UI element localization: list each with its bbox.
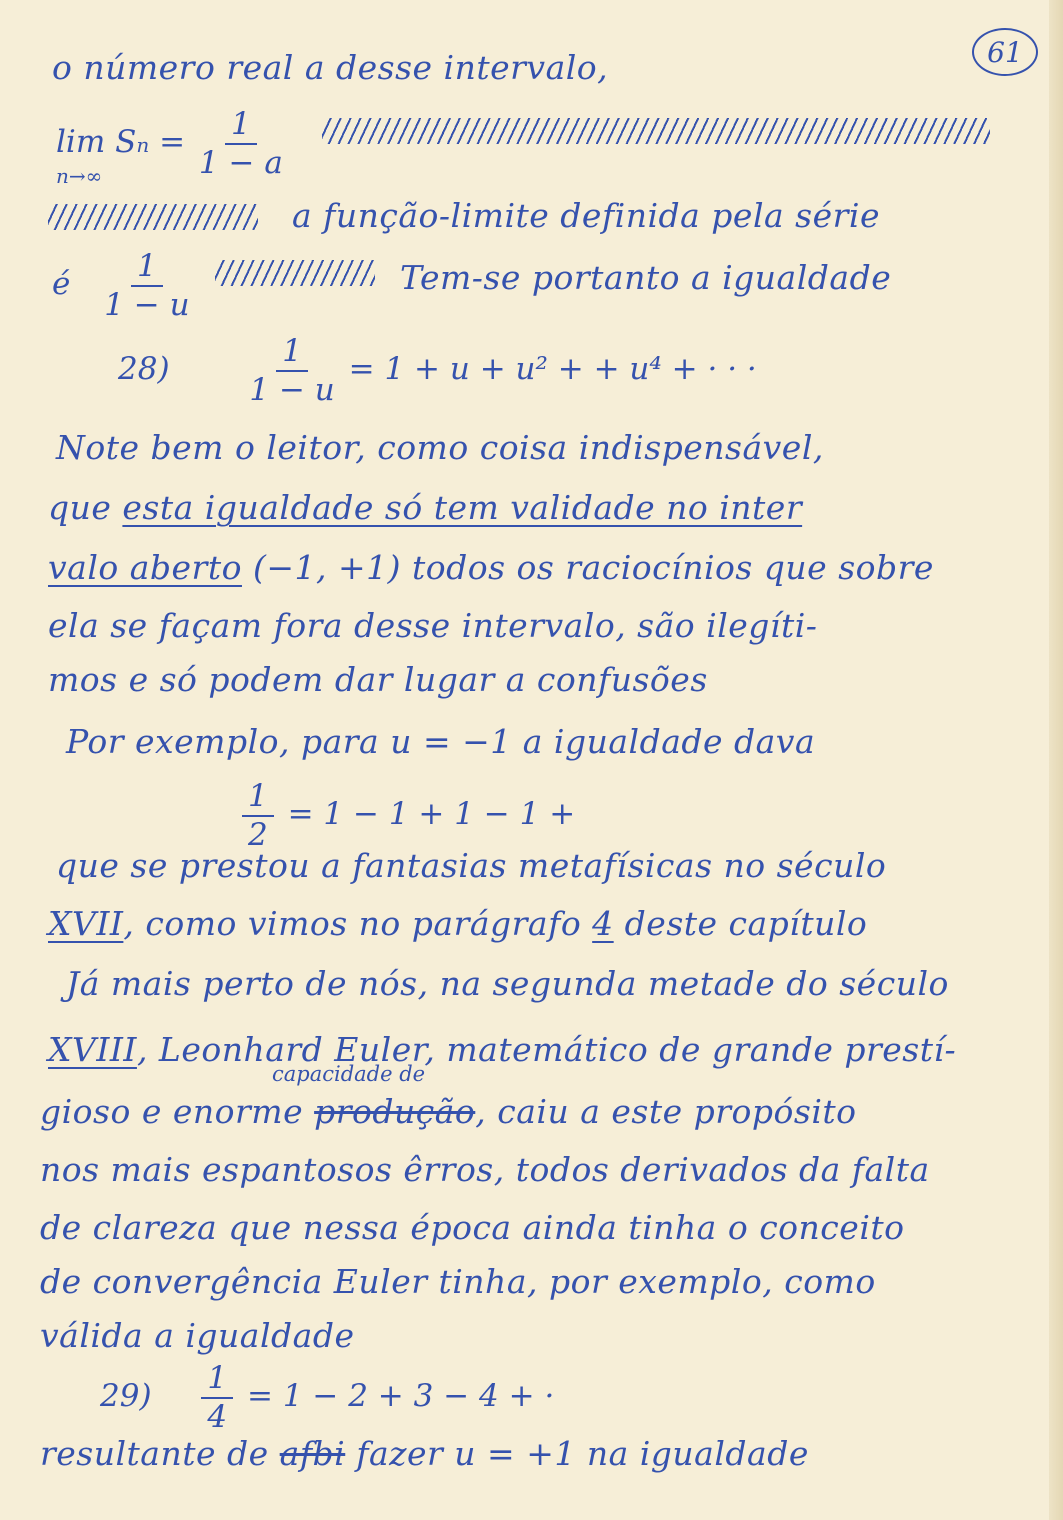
line-text: , caiu a este propósito <box>475 1092 857 1131</box>
equation-label: 28) <box>118 351 170 388</box>
lim-condition: n→∞ <box>56 164 103 189</box>
lim-label: lim S <box>56 124 137 161</box>
interlinear-insertion <box>272 1062 425 1086</box>
text-line-19 <box>40 1316 355 1355</box>
line-text: resultante de <box>40 1434 280 1473</box>
equals-sign: = <box>149 124 186 161</box>
fraction-denominator: 4 <box>207 1398 228 1435</box>
fraction-1-over-4 <box>201 1362 233 1433</box>
insertion-text: capacidade de <box>272 1062 426 1086</box>
line-text: que se prestou a fantasias metafísicas no século <box>56 846 887 885</box>
text-line-20 <box>40 1434 809 1473</box>
equation-rhs: = 1 + u + u² + + u⁴ + · · · <box>348 351 757 388</box>
fraction-1-over-1-minus-u <box>249 335 334 406</box>
text-line-11 <box>56 846 886 885</box>
fraction-denominator: 1 − a <box>198 144 283 181</box>
fraction-denominator: 1 − u <box>249 371 335 408</box>
equation-rhs: = 1 − 1 + 1 − 1 + <box>287 796 576 833</box>
line-text: nos mais espantosos êrros, todos derivados da falta <box>40 1150 930 1189</box>
crossed-out-text <box>322 118 990 144</box>
line-text: , Leonhard Euler, matemático de grande prestí- <box>136 1030 957 1069</box>
text-line-10 <box>66 722 815 761</box>
line-text: Já mais perto de nós, na segunda metade do século <box>66 964 949 1003</box>
equation-label: 29) <box>100 1378 152 1415</box>
line-text: , como vimos no parágrafo <box>123 904 593 943</box>
fraction-numerator: 1 <box>201 1362 233 1399</box>
text-line-7 <box>48 548 934 587</box>
text-line-9 <box>48 660 708 699</box>
equation-29 <box>100 1362 554 1433</box>
crossed-out-text <box>215 260 375 286</box>
struck-word: produção <box>314 1092 476 1131</box>
limit-equation <box>56 106 287 189</box>
page-number <box>972 28 1038 76</box>
text-line-14 <box>48 1030 956 1069</box>
equation-28 <box>118 335 757 406</box>
fraction-1-over-1-minus-a <box>199 108 283 179</box>
line-text: Tem-se portanto a igualdade <box>400 258 892 297</box>
text-line-6 <box>48 488 802 527</box>
paper-edge <box>1049 0 1063 1520</box>
line-text: deste capítulo <box>613 904 868 943</box>
roman-numeral-xviii: XVIII <box>48 1030 137 1069</box>
text-line-13 <box>66 964 949 1003</box>
line-text: ela se façam fora desse intervalo, são ilegíti- <box>48 606 818 645</box>
line-text: é <box>52 266 71 303</box>
line-text: mos e só podem dar lugar a confusões <box>48 660 708 699</box>
line-text: gioso e enorme <box>40 1092 315 1131</box>
text-line-8 <box>48 606 817 645</box>
line-text: de convergência Euler tinha, por exemplo, como <box>40 1262 876 1301</box>
text-line-18 <box>40 1262 876 1301</box>
paragraph-number: 4 <box>592 904 614 943</box>
fraction-numerator: 1 <box>225 108 257 145</box>
text-line-12 <box>48 904 867 943</box>
text-line-1 <box>52 48 608 87</box>
line-text: a função-limite definida pela série <box>292 196 881 235</box>
line-text: (−1, +1) todos os raciocínios que sobre <box>241 548 934 587</box>
line-text: o número real a desse intervalo, <box>52 48 609 87</box>
fraction-1-over-1-minus-u <box>104 250 189 321</box>
text-line-3 <box>292 196 880 235</box>
text-line-5 <box>56 428 824 467</box>
text-line-17 <box>40 1208 905 1247</box>
text-line-4b <box>400 258 891 297</box>
roman-numeral-xvii: XVII <box>48 904 124 943</box>
crossed-out-text <box>48 204 258 230</box>
line-text: válida a igualdade <box>40 1316 355 1355</box>
line-text: de clareza que nessa época ainda tinha o conceito <box>40 1208 905 1247</box>
fraction-denominator: 1 − u <box>104 286 190 323</box>
struck-word: afbi <box>279 1434 346 1473</box>
line-text: Por exemplo, para u = −1 a igualdade dava <box>66 722 816 761</box>
equation-rhs: = 1 − 2 + 3 − 4 + · <box>247 1378 555 1415</box>
lim-subscript-n: n <box>136 133 150 158</box>
page-number-text: 61 <box>987 35 1023 69</box>
text-line-15 <box>40 1092 857 1131</box>
text-line-4 <box>52 250 194 321</box>
fraction-1-over-2 <box>242 780 274 851</box>
fraction-numerator: 1 <box>242 780 274 817</box>
line-text: que <box>48 488 123 527</box>
fraction-numerator: 1 <box>276 335 308 372</box>
underlined-text: valo aberto <box>48 548 242 587</box>
line-text: Note bem o leitor, como coisa indispensável, <box>56 428 824 467</box>
underlined-text: esta igualdade só tem validade no inter <box>122 488 803 527</box>
fraction-denominator: 2 <box>248 816 268 853</box>
text-line-16 <box>40 1150 930 1189</box>
line-text: fazer u = +1 na igualdade <box>345 1434 809 1473</box>
fraction-numerator: 1 <box>131 250 163 287</box>
equation-one-half <box>238 780 575 851</box>
